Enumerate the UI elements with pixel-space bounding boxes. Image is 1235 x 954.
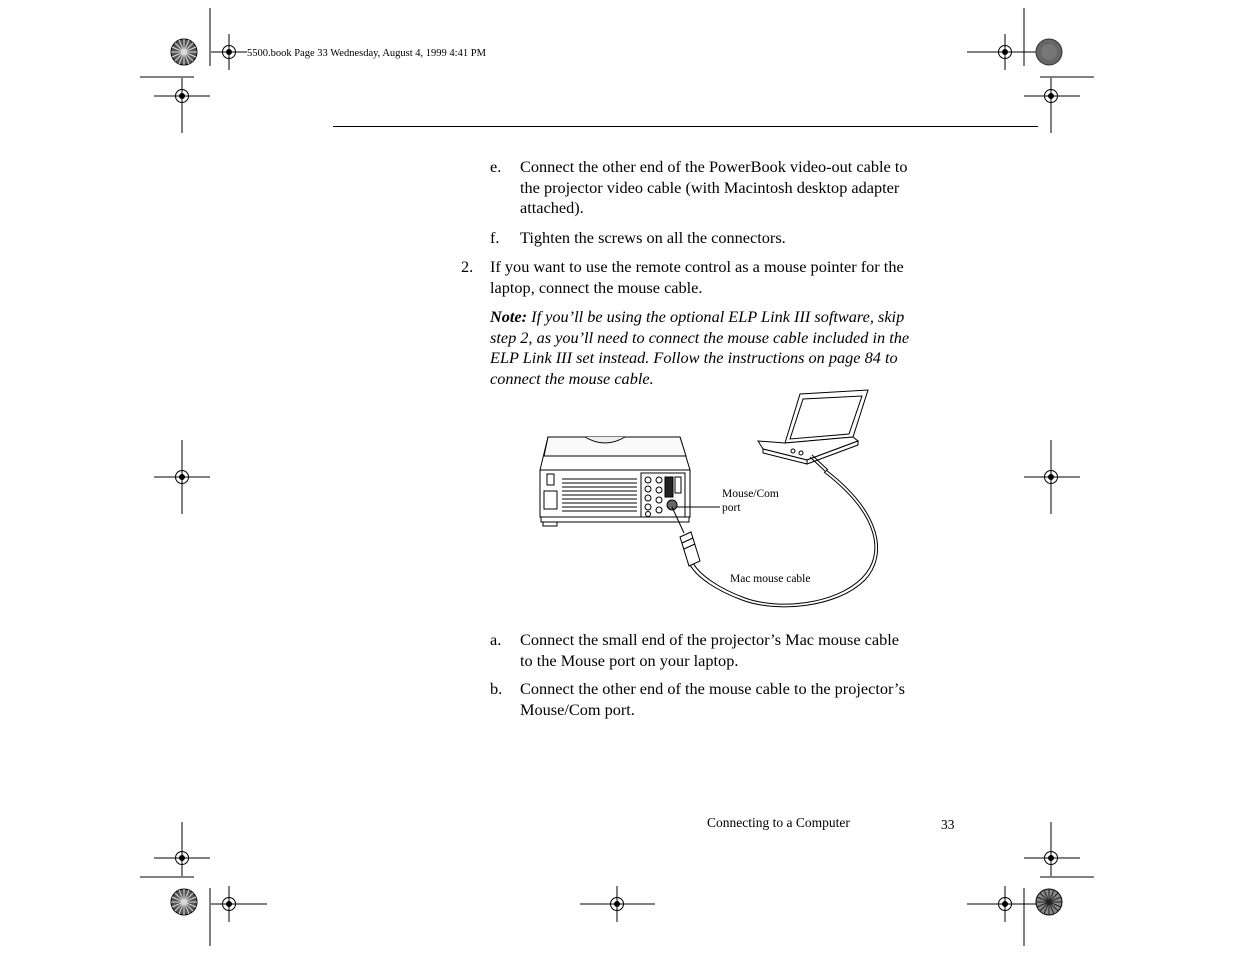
label-line: port: [722, 502, 741, 514]
header-rule: [333, 126, 1038, 127]
text-line: Mouse/Com port.: [520, 699, 635, 719]
registration-target-icon: [154, 822, 210, 876]
text-line: to the Mouse port on your laptop.: [520, 650, 739, 670]
laptop-icon: [758, 390, 868, 464]
registration-target-icon: [580, 886, 655, 922]
registration-target-icon: [154, 440, 210, 514]
step-a-text: [520, 630, 950, 671]
registration-target-icon: [967, 34, 1042, 70]
registration-target-icon: [1024, 440, 1080, 514]
registration-target-icon: [1024, 78, 1080, 133]
step-b-text: [520, 679, 950, 720]
registration-target-icon: [211, 886, 267, 922]
text-line: Connect the small end of the projector’s Mac mouse cable: [520, 630, 900, 649]
registration-target-icon: [154, 78, 210, 133]
text-line: If you’ll be using the optional ELP Link III software, skip: [527, 307, 905, 326]
footer-section-title: Connecting to a Computer: [707, 815, 850, 830]
note-prefix: Note:: [490, 307, 528, 326]
mac-mouse-cable-label: Mac mouse cable: [730, 573, 811, 585]
label-line: Mouse/Com: [722, 488, 779, 500]
step-e-text: [520, 157, 950, 219]
projector-icon: [540, 437, 690, 526]
registration-target-icon: [1024, 822, 1080, 876]
text-line: laptop, connect the mouse cable.: [490, 277, 703, 297]
star-target-icon: [171, 889, 197, 915]
step-e-label: e.: [490, 157, 502, 176]
text-line: step 2, as you’ll need to connect the mouse cable included in the: [490, 327, 910, 347]
text-line: If you want to use the remote control as a mouse pointer for the: [490, 257, 904, 276]
page-number: 33: [941, 817, 955, 832]
step-a-label: a.: [490, 630, 502, 649]
step-2-label: 2.: [461, 257, 474, 276]
note-first-line: [490, 307, 950, 328]
step-2-text: [490, 257, 950, 298]
text-line: connect the mouse cable.: [490, 368, 654, 388]
star-target-icon: [1036, 889, 1062, 915]
step-f-text: [520, 228, 950, 249]
note: [490, 307, 950, 389]
mouse-cable-illustration: [530, 385, 890, 615]
text-line: ELP Link III set instead. Follow the instructions on page 84 to: [490, 348, 898, 368]
text-line: Tighten the screws on all the connectors.: [520, 228, 786, 247]
print-stamp: 5500.book Page 33 Wednesday, August 4, 1999 4:41 PM: [247, 48, 486, 59]
text-line: attached).: [520, 198, 584, 218]
text-line: the projector video cable (with Macintosh desktop adapter: [520, 177, 900, 197]
text-line: Connect the other end of the mouse cable to the projector’s: [520, 679, 905, 698]
gray-target-icon: [1036, 39, 1062, 65]
star-target-icon: [171, 39, 197, 65]
step-b-label: b.: [490, 679, 503, 698]
registration-target-icon: [211, 34, 247, 70]
mouse-com-port-label: [722, 487, 779, 515]
text-line: Connect the other end of the PowerBook video-out cable to: [520, 157, 908, 176]
step-f-label: f.: [490, 228, 500, 247]
registration-target-icon: [967, 886, 1042, 922]
